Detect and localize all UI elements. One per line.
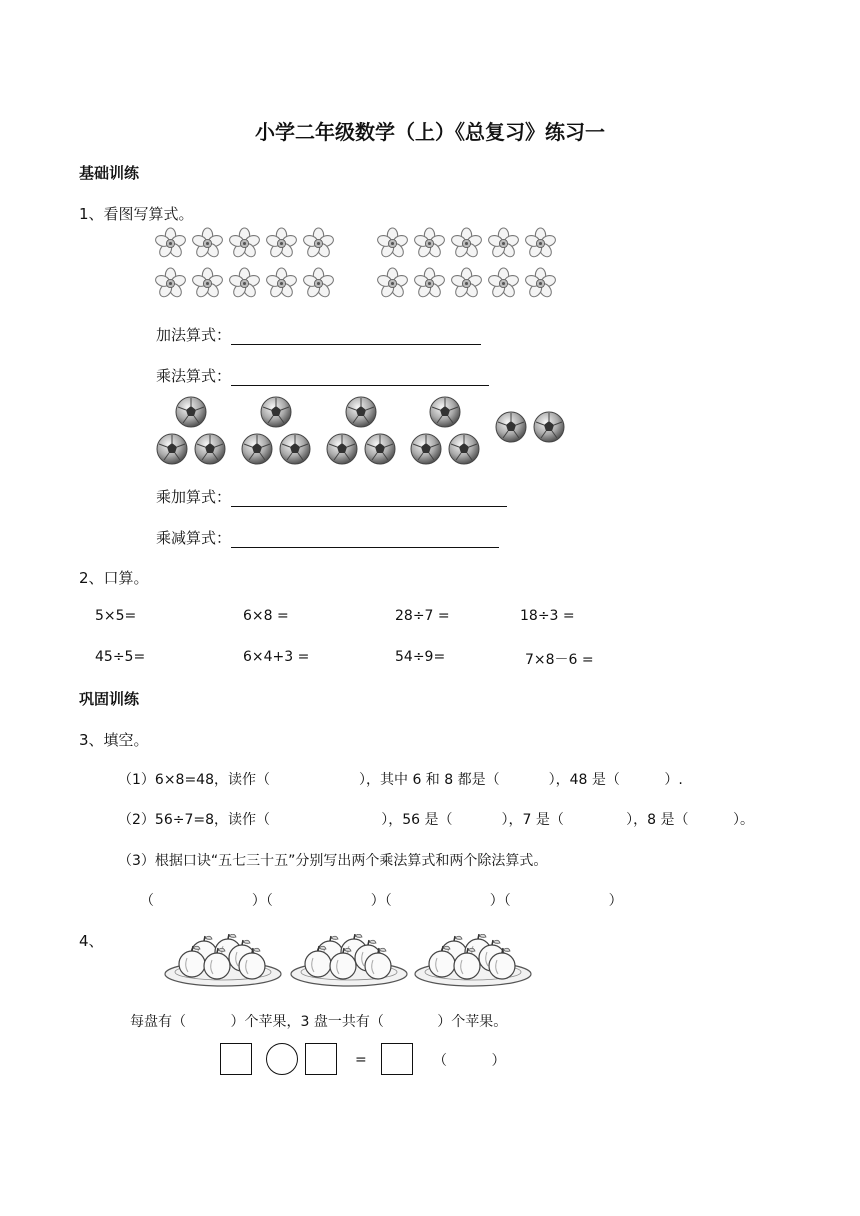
multiplication-formula-label: 乘法算式：: [156, 367, 232, 385]
question-2-label: 2、口算。: [79, 569, 149, 587]
soccer-ball-icon: [260, 396, 292, 428]
mental-calc-item: 5×5=: [95, 608, 137, 624]
flower-icon: [302, 227, 335, 260]
flower-icon: [191, 227, 224, 260]
soccer-ball-icon: [279, 433, 311, 465]
apple-plate-icon: [162, 934, 284, 990]
soccer-ball-icon: [194, 433, 226, 465]
flower-icon: [154, 227, 187, 260]
addition-answer-line[interactable]: [231, 328, 481, 345]
multiply-subtract-formula-label: 乘减算式：: [156, 529, 232, 547]
section-heading-consolidation: 巩固训练: [79, 690, 140, 708]
soccer-ball-icon: [364, 433, 396, 465]
soccer-ball-icon: [495, 411, 527, 443]
flower-icon: [413, 267, 446, 300]
mental-calc-item: 54÷9=: [395, 649, 446, 665]
fill-blank-part-2: （2）56÷7=8，读作（ ），56 是（ ），7 是（ ），8 是（ ）。: [118, 812, 754, 828]
flower-icon: [450, 267, 483, 300]
question-3-label: 3、填空。: [79, 731, 149, 749]
flower-icon: [228, 227, 261, 260]
flower-icon: [524, 227, 557, 260]
flower-icon: [376, 227, 409, 260]
flower-icon: [524, 267, 557, 300]
formula-answer-blanks[interactable]: （ ）（ ）（ ）（ ）: [140, 893, 623, 909]
mental-calc-item: 18÷3 =: [520, 608, 575, 624]
operand-box-1[interactable]: [220, 1043, 252, 1075]
flower-group-right-top: [376, 227, 557, 260]
mental-calc-item: 6×4+3 =: [243, 649, 310, 665]
multiply-subtract-formula-row: [156, 527, 499, 548]
flower-icon: [302, 267, 335, 300]
mental-calc-item: 28÷7 =: [395, 608, 450, 624]
section-heading-basic: 基础训练: [79, 164, 140, 182]
mental-calc-item: 7×8－6 =: [525, 652, 594, 668]
soccer-ball-icon: [175, 396, 207, 428]
flower-icon: [487, 227, 520, 260]
soccer-ball-icon: [326, 433, 358, 465]
multiply-add-formula-label: 乘加算式：: [156, 488, 232, 506]
addition-formula-row: [156, 324, 481, 345]
question-1-label: 1、看图写算式。: [79, 205, 194, 223]
soccer-ball-icon: [448, 433, 480, 465]
soccer-ball-icon: [156, 433, 188, 465]
question-4-label: 4、: [79, 932, 104, 950]
apple-plate-icon: [412, 934, 534, 990]
flower-icon: [154, 267, 187, 300]
flower-icon: [191, 267, 224, 300]
multiply-add-formula-row: [156, 486, 507, 507]
apple-plate-icon: [288, 934, 410, 990]
multiplication-answer-line[interactable]: [231, 369, 489, 386]
soccer-ball-icon: [533, 411, 565, 443]
equals-sign: =: [355, 1052, 367, 1068]
multiplication-formula-row: [156, 365, 489, 386]
unit-paren-blank[interactable]: （ ）: [433, 1053, 506, 1069]
multiply-add-answer-line[interactable]: [231, 490, 507, 507]
soccer-ball-icon: [241, 433, 273, 465]
addition-formula-label: 加法算式：: [156, 326, 232, 344]
page-title: 小学二年级数学（上）《总复习》练习一: [255, 120, 605, 144]
mental-calc-item: 45÷5=: [95, 649, 146, 665]
flower-icon: [265, 227, 298, 260]
flower-icon: [265, 267, 298, 300]
apple-question-text: 每盘有（ ）个苹果，3 盘一共有（ ）个苹果。: [130, 1014, 508, 1030]
flower-icon: [376, 267, 409, 300]
soccer-ball-icon: [345, 396, 377, 428]
mental-calc-item: 6×8 =: [243, 608, 289, 624]
soccer-ball-icon: [410, 433, 442, 465]
soccer-ball-icon: [429, 396, 461, 428]
result-box[interactable]: [381, 1043, 413, 1075]
operand-box-2[interactable]: [305, 1043, 337, 1075]
flower-group-right-bottom: [376, 267, 557, 300]
fill-blank-part-3: （3）根据口诀“五七三十五”分别写出两个乘法算式和两个除法算式。: [118, 853, 548, 869]
flower-icon: [450, 227, 483, 260]
flower-icon: [487, 267, 520, 300]
flower-group-left-bottom: [154, 267, 335, 300]
flower-icon: [413, 227, 446, 260]
fill-blank-part-1: （1）6×8=48，读作（ ），其中 6 和 8 都是（ ），48 是（ ）.: [118, 772, 683, 788]
flower-icon: [228, 267, 261, 300]
flower-group-left-top: [154, 227, 335, 260]
multiply-subtract-answer-line[interactable]: [231, 531, 499, 548]
operator-circle[interactable]: [266, 1043, 298, 1075]
